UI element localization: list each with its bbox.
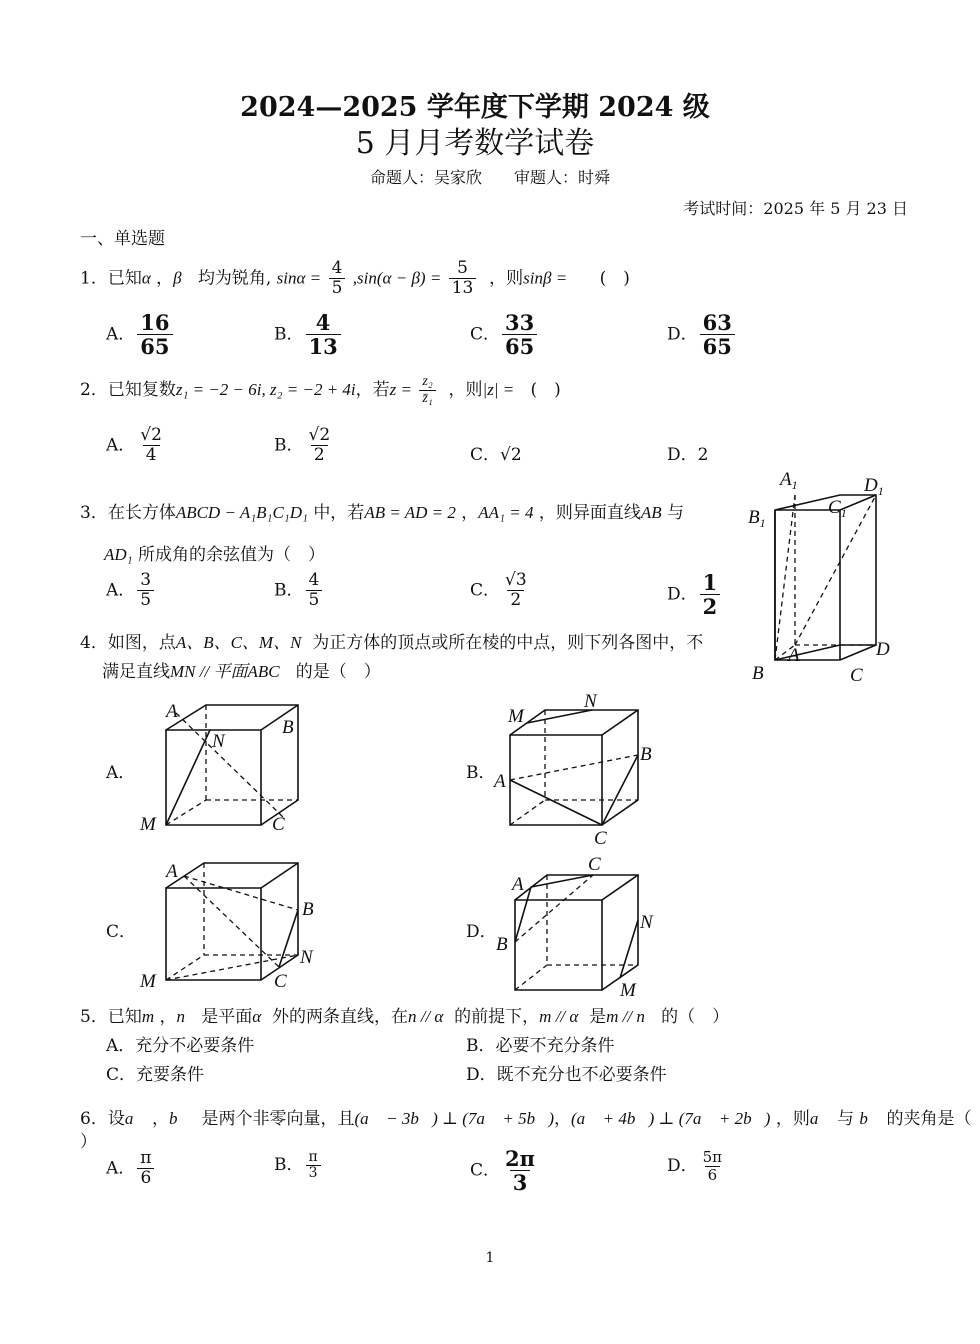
q3-box-figure	[740, 465, 910, 690]
svg-text:N: N	[212, 731, 225, 752]
q6-option-b[interactable]: B． $\frac{\pi}{3}$	[274, 1150, 323, 1181]
question-1: 1．已知α ，β 均为锐角, sinα = $\frac{4}{5}$ ,sin(α − β) = $\frac{5}{13}$ ，则sinβ = ( )	[80, 258, 630, 298]
svg-text:C: C	[588, 854, 601, 875]
page-number: 1	[485, 1250, 495, 1266]
q4-option-c[interactable]: C．	[106, 922, 137, 942]
svg-text:A: A	[512, 874, 524, 895]
q4-option-a[interactable]: A．	[106, 763, 136, 783]
q4-cube-b	[490, 690, 670, 850]
svg-text:N: N	[640, 912, 653, 933]
svg-text:A: A	[166, 701, 178, 722]
q2-option-a[interactable]: A． $\frac{√2}{4}$	[106, 425, 162, 465]
svg-text:M: M	[620, 980, 636, 1001]
svg-text:C1: $C_1$	[828, 497, 847, 520]
svg-text:C: C	[850, 665, 863, 686]
question-3-line-2: AD₁ 所成角的余弦值为（ ）	[104, 545, 325, 565]
svg-text:B: B	[302, 899, 314, 920]
svg-text:B1: $B_1$	[748, 507, 766, 530]
svg-text:A: A	[788, 645, 800, 666]
q5-option-d[interactable]: D．既不充分也不必要条件	[466, 1065, 667, 1085]
q4-cube-a	[136, 695, 316, 840]
svg-text:N: N	[584, 691, 597, 712]
q3-option-a[interactable]: A． $\frac{3}{5}$	[106, 572, 156, 610]
authors: 命题人：吴家欣 审题人：时舜	[369, 168, 610, 187]
q4-cube-d	[490, 850, 670, 1000]
q2-option-c[interactable]: C．√2	[470, 445, 522, 465]
q2-option-d[interactable]: D．2	[667, 445, 709, 465]
question-6: 6．设a⃗ ，b⃗ 是两个非零向量，且(a⃗ − 3b⃗) ⊥ (7a⃗ + 5b⃗)，(a⃗ + 4b⃗) ⊥ (7a⃗ + 2b⃗) ，则a⃗ 与 b⃗ 的夹角是（	[80, 1109, 972, 1129]
q1-option-b[interactable]: B． $\frac{4}{13}$	[274, 312, 343, 358]
q6-option-c[interactable]: C． $\frac{2\pi}{3}$	[470, 1146, 535, 1196]
title-line-1: 2024—2025 学年度下学期 2024 级	[240, 92, 710, 123]
title-line-2: 5 月月考数学试卷	[355, 126, 595, 161]
question-2: 2．已知复数z₁ = −2 − 6i, z₂ = −2 + 4i，若z = $\frac{\text{z₂}}{\text{z̄₁}}$ ，则|z| = ( )	[80, 374, 561, 406]
svg-text:M: M	[140, 814, 156, 835]
q4-option-d[interactable]: D．	[466, 922, 497, 942]
svg-text:A1: $A_1$	[780, 469, 798, 492]
svg-text:M: M	[140, 971, 156, 992]
q6-option-a[interactable]: A． $\frac{\pi}{6}$	[106, 1150, 156, 1188]
svg-text:A: A	[166, 861, 178, 882]
question-4: 4．如图，点A、B、C、M、N 为正方体的顶点或所在棱的中点，则下列各图中，不	[80, 633, 704, 653]
svg-text:M: M	[508, 706, 524, 727]
svg-text:D: D	[876, 639, 890, 660]
q1-option-a[interactable]: A． $\frac{16}{65}$	[106, 312, 175, 358]
svg-text:B: B	[496, 934, 508, 955]
q3-option-c[interactable]: C． $\frac{√3}{2}$	[470, 570, 527, 610]
question-3: 3．在长方体ABCD − A₁B₁C₁D₁ 中，若AB = AD = 2 ，AA₁ = 4 ，则异面直线AB 与	[80, 503, 685, 523]
q5-option-a[interactable]: A．充分不必要条件	[106, 1036, 255, 1056]
question-4-line-2: 满足直线MN // 平面ABC 的是（ ）	[102, 662, 381, 682]
svg-text:C: C	[272, 814, 285, 835]
question-6-close: ）	[80, 1132, 97, 1152]
q6-option-d[interactable]: D． $\frac{5\pi}{6}$	[667, 1148, 723, 1184]
svg-text:D1: $D_1$	[864, 475, 884, 498]
svg-text:B: B	[752, 663, 764, 684]
q1-option-d[interactable]: D． $\frac{63}{65}$	[667, 312, 737, 358]
q1-option-c[interactable]: C． $\frac{33}{65}$	[470, 312, 539, 358]
svg-text:N: N	[300, 947, 313, 968]
svg-text:C: C	[594, 828, 607, 849]
svg-text:B: B	[640, 744, 652, 765]
q3-option-d[interactable]: D． $\frac{1}{2}$	[667, 572, 722, 618]
svg-text:A: A	[494, 771, 506, 792]
section-heading: 一、单选题	[80, 229, 165, 249]
q5-option-b[interactable]: B．必要不充分条件	[466, 1036, 615, 1056]
q4-option-b[interactable]: B．	[466, 763, 496, 783]
q5-option-c[interactable]: C．充要条件	[106, 1065, 205, 1085]
svg-text:B: B	[282, 717, 294, 738]
q3-option-b[interactable]: B． $\frac{4}{5}$	[274, 572, 324, 610]
q2-option-b[interactable]: B． $\frac{√2}{2}$	[274, 425, 331, 465]
svg-text:C: C	[274, 971, 287, 992]
q4-cube-c	[136, 855, 326, 995]
question-5: 5．已知m ，n 是平面α 外的两条直线，在n // α 的前提下，m // α 是m // n 的（ ）	[80, 1007, 730, 1027]
exam-time: 考试时间：2025 年 5 月 23 日	[683, 199, 908, 218]
